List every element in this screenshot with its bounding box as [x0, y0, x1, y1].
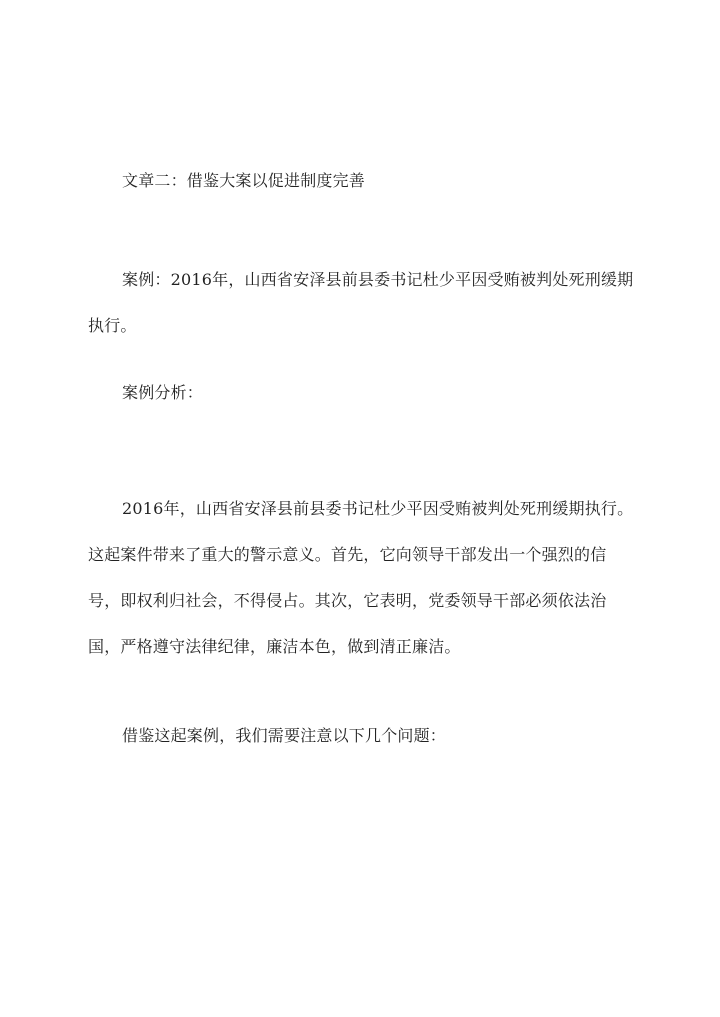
lessons-intro-paragraph: 借鉴这起案例，我们需要注意以下几个问题： [122, 726, 447, 745]
document-title: 文章二：借鉴大案以促进制度完善 [122, 171, 366, 190]
analysis-heading: 案例分析： [122, 383, 204, 402]
case-statement-paragraph: 案例：2016年，山西省安泽县前县委书记杜少平因受贿被判处死刑缓期执行。 [88, 270, 634, 335]
analysis-paragraph: 2016年，山西省安泽县前县委书记杜少平因受贿被判处死刑缓期执行。这起案件带来了重大的警示意义。首先，它向领导干部发出一个强烈的信号，即权利归社会，不得侵占。其次，它表明，党委领导干部必须依法治国，严格遵守法律纪律，廉洁本色，做到清正廉洁。 [88, 499, 634, 656]
